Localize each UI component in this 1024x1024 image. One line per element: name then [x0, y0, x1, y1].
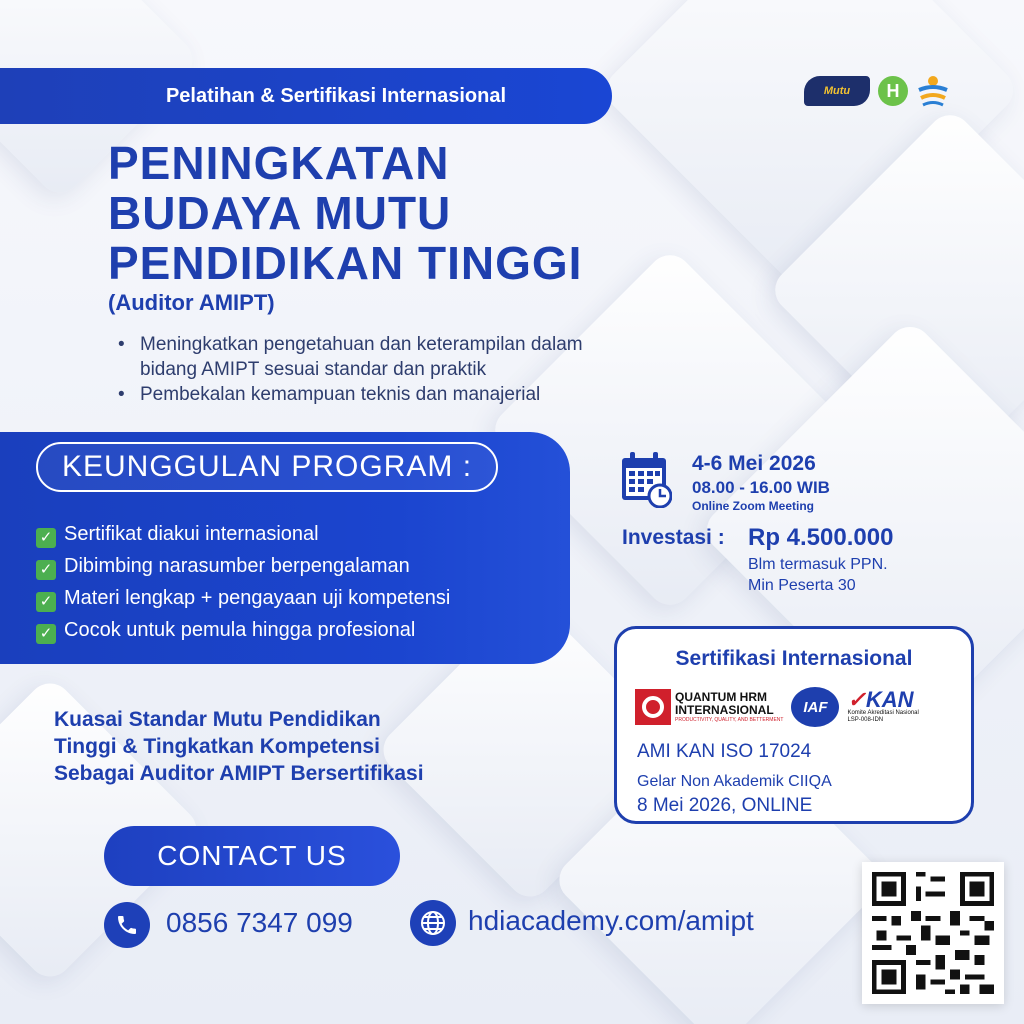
contact-us-label: CONTACT US [157, 840, 347, 871]
list-item-text: Dibimbing narasumber berpengalaman [64, 555, 410, 577]
academy-logo-icon [916, 74, 950, 108]
objective-list [118, 332, 583, 407]
event-date: 4-6 Mei 2026 [692, 452, 816, 475]
certification-line: Gelar Non Akademik CIIQA [637, 773, 832, 790]
quantum-hrm-logo [635, 689, 783, 725]
list-item-text: Cocok untuk pemula hingga profesional [64, 619, 416, 641]
investasi-note: Blm termasuk PPN. [748, 556, 888, 573]
top-banner [0, 68, 612, 124]
tagline-line: Sebagai Auditor AMIPT Bersertifikasi [54, 762, 424, 785]
list-item [36, 614, 450, 646]
investasi-note: Min Peserta 30 [748, 577, 856, 594]
quantum-name: QUANTUM HRM [675, 690, 767, 704]
kan-subtitle: LSP-008-IDN [847, 717, 884, 723]
check-icon: ✓ [36, 528, 56, 548]
list-item-text: Meningkatkan pengetahuan dan keterampilan dalam [140, 334, 583, 355]
list-item-text: Pembekalan kemampuan teknis dan manajerial [140, 384, 541, 405]
quantum-tagline: PRODUCTIVITY, QUALITY, AND BETTERMENT [675, 717, 784, 723]
quantum-name: INTERNASIONAL [675, 703, 774, 717]
list-item [36, 582, 450, 614]
globe-icon[interactable] [410, 900, 456, 946]
phone-icon[interactable] [104, 902, 150, 948]
top-banner-text: Pelatihan & Sertifikasi Internasional [165, 84, 507, 107]
mutu-logo [804, 76, 870, 106]
list-item-text: bidang AMIPT sesuai standar dan praktik [140, 359, 487, 380]
check-icon: ✓ [36, 624, 56, 644]
website-link[interactable]: hdiacademy.com/amipt [468, 905, 754, 936]
keunggulan-title: KEUNGGULAN PROGRAM : [36, 442, 498, 492]
mutu-logo-text: Mutu [823, 85, 851, 97]
title-line: PENDIDIKAN TINGGI [108, 237, 583, 289]
certification-line: 8 Mei 2026, ONLINE [637, 795, 813, 816]
list-item: • Meningkatkan pengetahuan dan keterampilan dalam [118, 334, 583, 355]
list-item: • Pembekalan kemampuan teknis dan manajerial [118, 384, 541, 405]
tagline-line: Tinggi & Tingkatkan Kompetensi [54, 735, 380, 758]
main-title [108, 138, 582, 288]
certification-logos [635, 687, 919, 727]
list-item [36, 518, 450, 550]
tagline [54, 706, 424, 787]
title-line: PENINGKATAN [108, 137, 450, 189]
event-mode: Online Zoom Meeting [692, 499, 814, 513]
certification-line: AMI KAN ISO 17024 [637, 741, 812, 762]
certification-title: Sertifikasi Internasional [675, 647, 913, 670]
list-item [36, 550, 450, 582]
tagline-line: Kuasai Standar Mutu Pendidikan [54, 708, 381, 731]
h-logo [878, 76, 908, 106]
event-time: 08.00 - 16.00 WIB [692, 478, 830, 497]
investasi-label: Investasi : [622, 526, 725, 549]
list-item [118, 357, 583, 382]
iaf-text: IAF [803, 698, 828, 716]
certification-card [614, 626, 974, 824]
keunggulan-list [36, 518, 450, 646]
kan-check-icon: ✓ [847, 687, 866, 712]
list-item-text: Sertifikat diakui internasional [64, 523, 319, 545]
kan-logo [847, 687, 919, 724]
h-logo-text: H [886, 80, 900, 101]
phone-number[interactable]: 0856 7347 099 [166, 907, 353, 938]
kan-text: KAN [865, 687, 914, 712]
contact-us-button[interactable] [104, 826, 400, 886]
iaf-logo [791, 687, 839, 727]
qr-code[interactable] [862, 862, 1004, 1004]
kan-subtitle: Komite Akreditasi Nasional [847, 710, 919, 716]
check-icon: ✓ [36, 560, 56, 580]
check-icon: ✓ [36, 592, 56, 612]
title-line: BUDAYA MUTU [108, 187, 452, 239]
subtitle: (Auditor AMIPT) [108, 290, 275, 315]
partner-logos [804, 74, 950, 108]
quantum-q-icon [635, 689, 671, 725]
investasi-price: Rp 4.500.000 [748, 524, 894, 551]
list-item-text: Materi lengkap + pengayaan uji kompetensi [64, 587, 451, 609]
calendar-icon [620, 452, 672, 508]
